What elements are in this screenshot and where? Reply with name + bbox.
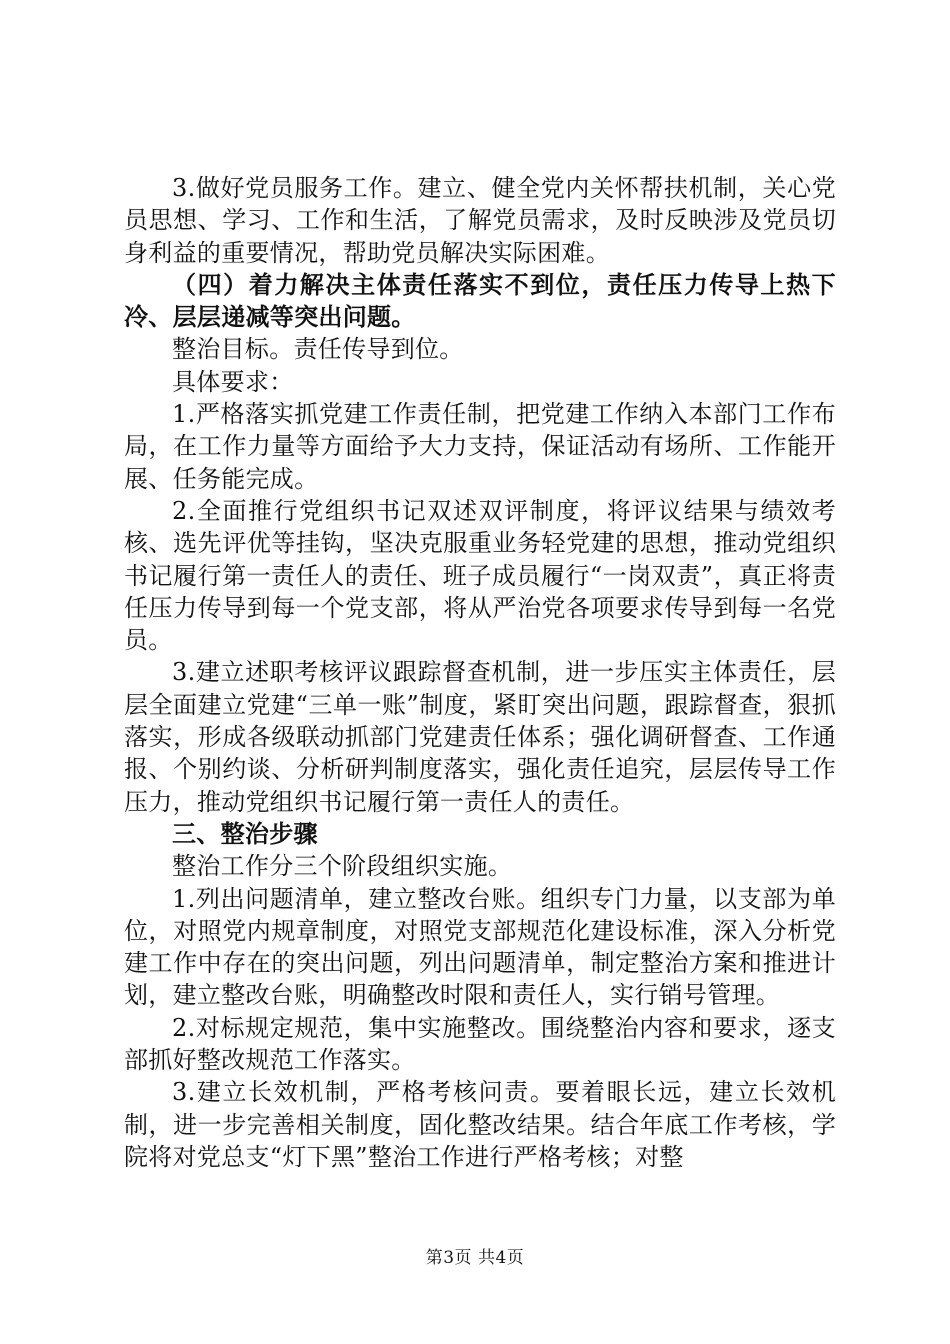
paragraph-requirement-3: 3.建立述职考核评议跟踪督查机制，进一步压实主体责任，层层全面建立党建“三单一账”制度，紧盯突出问题，跟踪督查，狠抓落实，形成各级联动抓部门党建责任体系；强化调研督查、工作通报、个别约谈、分析研判制度落实，强化责任追究，层层传导工作压力，推动党组织书记履行第一责任人的责任。 — [124, 658, 836, 816]
paragraph-step-1: 1.列出问题清单，建立整改台账。组织专门力量，以支部为单位，对照党内规章制度，对照党支部规范化建设标准，深入分析党建工作中存在的突出问题，列出问题清单，制定整治方案和推进计划，建立整改台账，明确整改时限和责任人，实行销号管理。 — [124, 884, 836, 1010]
paragraph-steps-intro: 整治工作分三个阶段组织实施。 — [172, 852, 513, 881]
paragraph-step-3: 3.建立长效机制，严格考核问责。要着眼长远，建立长效机制，进一步完善相关制度，固化整改结果。结合年底工作考核，学院将对党总支“灯下黑”整治工作进行严格考核；对整 — [124, 1078, 836, 1171]
paragraph-service-work: 3.做好党员服务工作。建立、健全党内关怀帮扶机制，关心党员思想、学习、工作和生活，了解党员需求，及时反映涉及党员切身利益的重要情况，帮助党员解决实际困难。 — [124, 174, 836, 267]
paragraph-goal: 整治目标。责任传导到位。 — [172, 335, 464, 364]
paragraph-requirements-label: 具体要求： — [172, 367, 294, 396]
paragraph-requirement-2: 2.全面推行党组织书记双述双评制度，将评议结果与绩效考核、选先评优等挂钩，坚决克服重业务轻党建的思想，推动党组织书记履行第一责任人的责任、班子成员履行“一岗双责”，真正将责任压力传导到每一个党支部，将从严治党各项要求传导到每一名党员。 — [124, 496, 836, 655]
page-footer: 第3页 共4页 — [425, 1248, 525, 1268]
paragraph-step-2: 2.对标规定规范，集中实施整改。围绕整治内容和要求，逐支部抓好整改规范工作落实。 — [124, 1013, 836, 1075]
paragraph-requirement-1: 1.严格落实抓党建工作责任制，把党建工作纳入本部门工作布局，在工作力量等方面给予大力支持，保证活动有场所、工作能开展、任务能完成。 — [124, 400, 836, 493]
section-heading-four: （四）着力解决主体责任落实不到位，责任压力传导上热下冷、层层递减等突出问题。 — [124, 270, 836, 332]
section-heading-steps: 三、整治步骤 — [172, 819, 318, 848]
document-body — [124, 172, 836, 1173]
